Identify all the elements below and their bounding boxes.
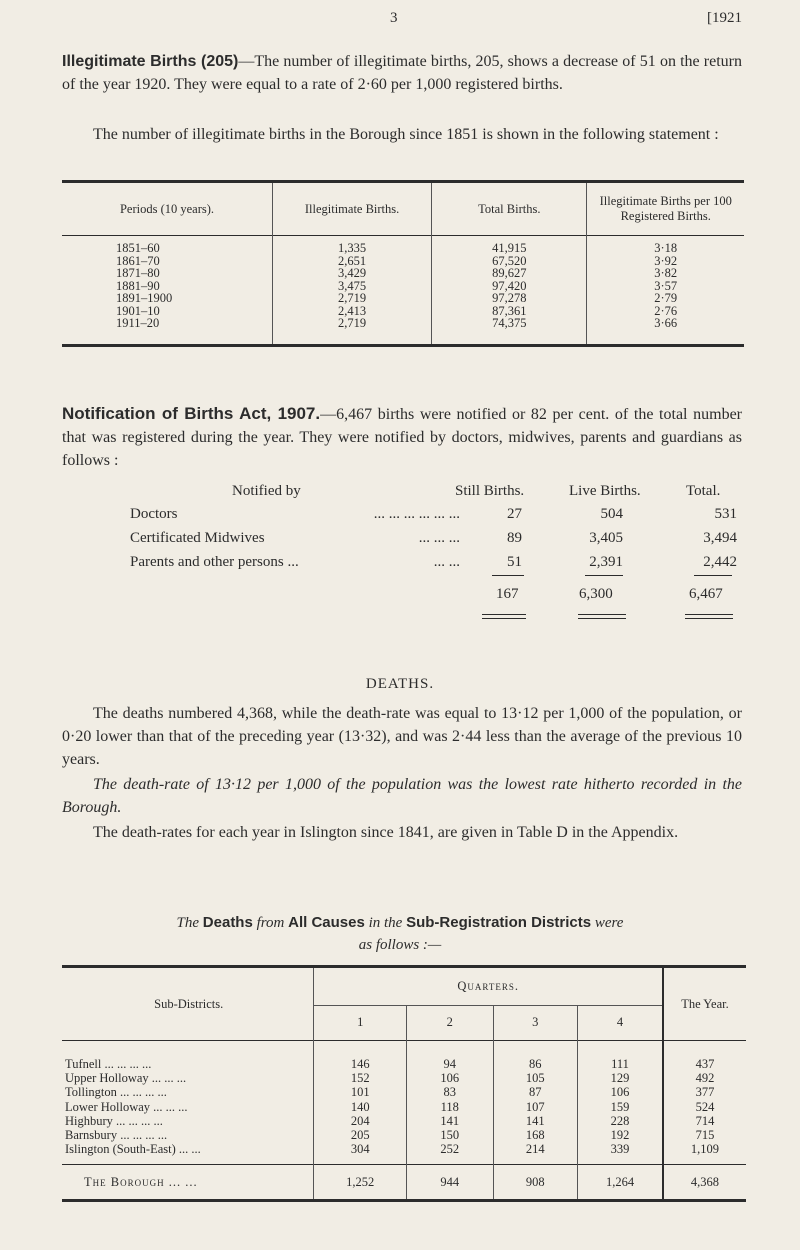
quarter-2-value: 83 xyxy=(407,1085,493,1099)
table-row xyxy=(62,255,744,268)
year-total-value: 377 xyxy=(663,1085,746,1099)
caption-word: Deaths xyxy=(202,914,253,931)
borough-year-total: 4,368 xyxy=(663,1165,746,1201)
year-total-value: 714 xyxy=(663,1114,746,1128)
sub-district-name: Upper Holloway ... ... ... xyxy=(65,1071,187,1086)
caption-word: were xyxy=(594,915,624,931)
illegitimate-cell: 3,475 xyxy=(272,280,431,293)
rule xyxy=(492,575,524,576)
notifier-label: Parents and other persons ... xyxy=(130,554,299,570)
period-cell: 1851–60 xyxy=(116,241,160,255)
borough-quarter-1-total: 1,252 xyxy=(314,1165,407,1201)
deaths-appendix-note: The death-rates for each year in Islington since 1841, are given in Table D in the Appendix. xyxy=(93,824,679,841)
quarter-1-value: 204 xyxy=(314,1114,407,1128)
total-births-cell: 97,278 xyxy=(432,292,587,305)
deaths-by-subdistrict-table xyxy=(62,965,746,1202)
total-value: 3,494 xyxy=(703,530,737,546)
still-births-total: 167 xyxy=(496,586,519,602)
live-births-header: Live Births. xyxy=(569,483,641,499)
quarter-3-value: 105 xyxy=(493,1071,578,1085)
total-births-cell: 41,915 xyxy=(432,236,587,255)
live-births-total: 6,300 xyxy=(579,586,613,602)
spacer-cell xyxy=(578,1041,663,1058)
illegitimate-cell: 2,413 xyxy=(272,305,431,318)
caption-word: in the xyxy=(368,915,403,931)
period-cell: 1901–10 xyxy=(116,303,160,318)
table-row xyxy=(62,267,744,280)
total-births-cell: 67,520 xyxy=(432,255,587,268)
illegitimate-cell: 1,335 xyxy=(272,236,431,255)
year-total-value: 1,109 xyxy=(663,1142,746,1165)
still-births-value: 89 xyxy=(507,530,522,546)
quarter-4-value: 106 xyxy=(578,1085,663,1099)
quarter-1-value: 152 xyxy=(314,1071,407,1085)
quarter-3-value: 214 xyxy=(493,1142,578,1165)
table-row xyxy=(62,1142,746,1165)
rate-cell: 3·18 xyxy=(587,236,744,255)
total-births-cell: 87,361 xyxy=(432,305,587,318)
caption-word: The xyxy=(176,915,200,931)
quarter-3-value: 141 xyxy=(493,1114,578,1128)
quarter-4-value: 228 xyxy=(578,1114,663,1128)
total-value: 531 xyxy=(714,506,737,522)
table-row xyxy=(62,236,744,255)
col-quarter-3: 3 xyxy=(493,1005,578,1040)
notifier-label: Doctors xyxy=(130,506,178,522)
illegitimate-births-text: —The number of illegitimate births, 205, shows a decrease of 51 on the return of the year 1920. They were equal to a rate of 2·60 per 1,000 registered births. xyxy=(62,53,743,93)
total-value: 2,442 xyxy=(703,554,737,570)
total-header: Total. xyxy=(686,483,721,499)
sub-district-name: Islington (South-East) ... ... xyxy=(65,1142,201,1157)
quarter-4-value: 129 xyxy=(578,1071,663,1085)
quarter-2-value: 94 xyxy=(407,1057,493,1071)
col-periods: Periods (10 years). xyxy=(119,201,215,216)
still-births-value: 51 xyxy=(507,554,522,570)
deaths-lowest-rate: The death-rate of 13·12 per 1,000 of the population was the lowest rate hitherto recorded in the Borough. xyxy=(62,776,742,816)
quarter-3-value: 87 xyxy=(493,1085,578,1099)
quarter-4-value: 111 xyxy=(578,1057,663,1071)
borough-quarter-2-total: 944 xyxy=(407,1165,493,1201)
quarter-4-value: 159 xyxy=(578,1100,663,1114)
rate-cell: 3·57 xyxy=(587,280,744,293)
illegitimate-cell: 2,719 xyxy=(272,317,431,345)
table2-caption xyxy=(0,914,800,932)
borough-quarter-3-total: 908 xyxy=(493,1165,578,1201)
spacer-cell xyxy=(314,1041,407,1058)
spacer-cell xyxy=(407,1041,493,1058)
quarter-3-value: 168 xyxy=(493,1128,578,1142)
page-number: 3 xyxy=(390,10,398,26)
total-births-cell: 97,420 xyxy=(432,280,587,293)
spacer-cell xyxy=(62,1041,314,1058)
sub-district-name: Barnsbury ... ... ... ... xyxy=(65,1128,168,1143)
double-rule xyxy=(685,614,733,619)
col-quarters: Quarters. xyxy=(314,967,663,1006)
rule xyxy=(585,575,623,576)
notifier-label: Certificated Midwives xyxy=(130,530,265,546)
year-total-value: 715 xyxy=(663,1128,746,1142)
period-cell: 1871–80 xyxy=(116,266,160,280)
year-total-value: 492 xyxy=(663,1071,746,1085)
still-births-value: 27 xyxy=(507,506,522,522)
quarter-4-value: 339 xyxy=(578,1142,663,1165)
col-quarter-1: 1 xyxy=(314,1005,407,1040)
illegitimate-intro: The number of illegitimate births in the Borough since 1851 is shown in the following statement : xyxy=(93,126,719,143)
rate-cell: 2·79 xyxy=(587,292,744,305)
sub-district-name: Tollington ... ... ... ... xyxy=(65,1085,167,1100)
illegitimate-births-heading: Illegitimate Births (205) xyxy=(62,53,239,70)
leader-dots: ... ... xyxy=(433,554,460,570)
live-births-value: 504 xyxy=(600,506,623,522)
rate-cell: 3·66 xyxy=(587,317,744,345)
leader-dots: ... ... ... xyxy=(418,530,460,546)
caption-word: All Causes xyxy=(288,914,365,931)
spacer-cell xyxy=(663,1041,746,1058)
still-births-header: Still Births. xyxy=(455,483,525,499)
illegitimate-births-paragraph xyxy=(62,50,742,96)
double-rule xyxy=(482,614,526,619)
illegitimate-cell: 2,719 xyxy=(272,292,431,305)
quarter-1-value: 146 xyxy=(314,1057,407,1071)
page-header xyxy=(0,10,800,34)
table2-caption-line2: as follows :— xyxy=(358,937,442,953)
table-row xyxy=(62,292,744,305)
rate-cell: 2·76 xyxy=(587,305,744,318)
quarter-2-value: 252 xyxy=(407,1142,493,1165)
leader-dots: ... ... ... ... ... ... xyxy=(373,506,460,522)
col-rate-per-100: Illegitimate Births per 100 Registered Births. xyxy=(587,182,744,236)
total-births-cell: 74,375 xyxy=(432,317,587,345)
total-births-cell: 89,627 xyxy=(432,267,587,280)
illegitimate-cell: 2,651 xyxy=(272,255,431,268)
period-cell: 1861–70 xyxy=(116,253,160,268)
period-cell: 1911–20 xyxy=(62,317,272,345)
period-cell: 1891–1900 xyxy=(116,291,173,305)
caption-word: Sub-Registration Districts xyxy=(406,914,592,931)
illegitimate-cell: 3,429 xyxy=(272,267,431,280)
quarter-2-value: 141 xyxy=(407,1114,493,1128)
year-total-value: 524 xyxy=(663,1100,746,1114)
report-year: [1921 xyxy=(707,10,742,26)
table-row xyxy=(62,305,744,318)
table-row xyxy=(62,317,744,345)
spacer-row xyxy=(62,1041,746,1058)
col-the-year: The Year. xyxy=(663,967,746,1041)
quarter-1-value: 140 xyxy=(314,1100,407,1114)
table-row xyxy=(62,1100,746,1114)
live-births-value: 2,391 xyxy=(589,554,623,570)
table-row xyxy=(62,1085,746,1099)
year-total-value: 437 xyxy=(663,1057,746,1071)
illegitimate-births-table xyxy=(62,180,744,347)
borough-label: The Borough ... ... xyxy=(84,1175,198,1190)
borough-total-row xyxy=(62,1165,746,1201)
double-rule xyxy=(578,614,626,619)
notification-text: —6,467 births were notified or 82 per cent. of the total number that was registered during the year. They were notified by doctors, midwives, parents and guardians as follows : xyxy=(62,406,743,469)
rate-cell: 3·82 xyxy=(587,267,744,280)
deaths-title: DEATHS. xyxy=(365,676,435,692)
notification-heading: Notification of Births Act, 1907. xyxy=(62,404,321,423)
quarter-4-value: 192 xyxy=(578,1128,663,1142)
col-quarter-4: 4 xyxy=(578,1005,663,1040)
quarter-1-value: 101 xyxy=(314,1085,407,1099)
caption-word: from xyxy=(256,915,285,931)
quarter-2-value: 118 xyxy=(407,1100,493,1114)
quarter-2-value: 150 xyxy=(407,1128,493,1142)
deaths-paragraph: The deaths numbered 4,368, while the death-rate was equal to 13·12 per 1,000 of the population, or 0·20 lower than that of the preceding year (13·32), and was 2·44 less than the average of the previous 10 years. xyxy=(62,705,742,768)
table-row xyxy=(62,1057,746,1071)
rule xyxy=(694,575,732,576)
quarter-1-value: 304 xyxy=(314,1142,407,1165)
col-quarter-2: 2 xyxy=(407,1005,493,1040)
period-cell: 1881–90 xyxy=(116,278,160,293)
quarter-3-value: 86 xyxy=(493,1057,578,1071)
quarter-1-value: 205 xyxy=(314,1128,407,1142)
table-row xyxy=(62,1114,746,1128)
quarter-2-value: 106 xyxy=(407,1071,493,1085)
notified-by-header: Notified by xyxy=(232,483,301,499)
quarter-3-value: 107 xyxy=(493,1100,578,1114)
table-row xyxy=(62,1071,746,1085)
live-births-value: 3,405 xyxy=(589,530,623,546)
sub-district-name: Tufnell ... ... ... ... xyxy=(65,1057,152,1071)
rate-cell: 3·92 xyxy=(587,255,744,268)
spacer-cell xyxy=(493,1041,578,1058)
col-total-births: Total Births. xyxy=(432,182,587,236)
grand-total: 6,467 xyxy=(689,586,723,602)
notification-paragraph xyxy=(62,402,742,472)
sub-district-name: Highbury ... ... ... ... xyxy=(65,1113,163,1128)
sub-district-name: Lower Holloway ... ... ... xyxy=(65,1099,188,1114)
borough-quarter-4-total: 1,264 xyxy=(578,1165,663,1201)
col-illegitimate: Illegitimate Births. xyxy=(272,182,431,236)
col-sub-districts: Sub-Districts. xyxy=(154,996,224,1011)
table-row xyxy=(62,1128,746,1142)
